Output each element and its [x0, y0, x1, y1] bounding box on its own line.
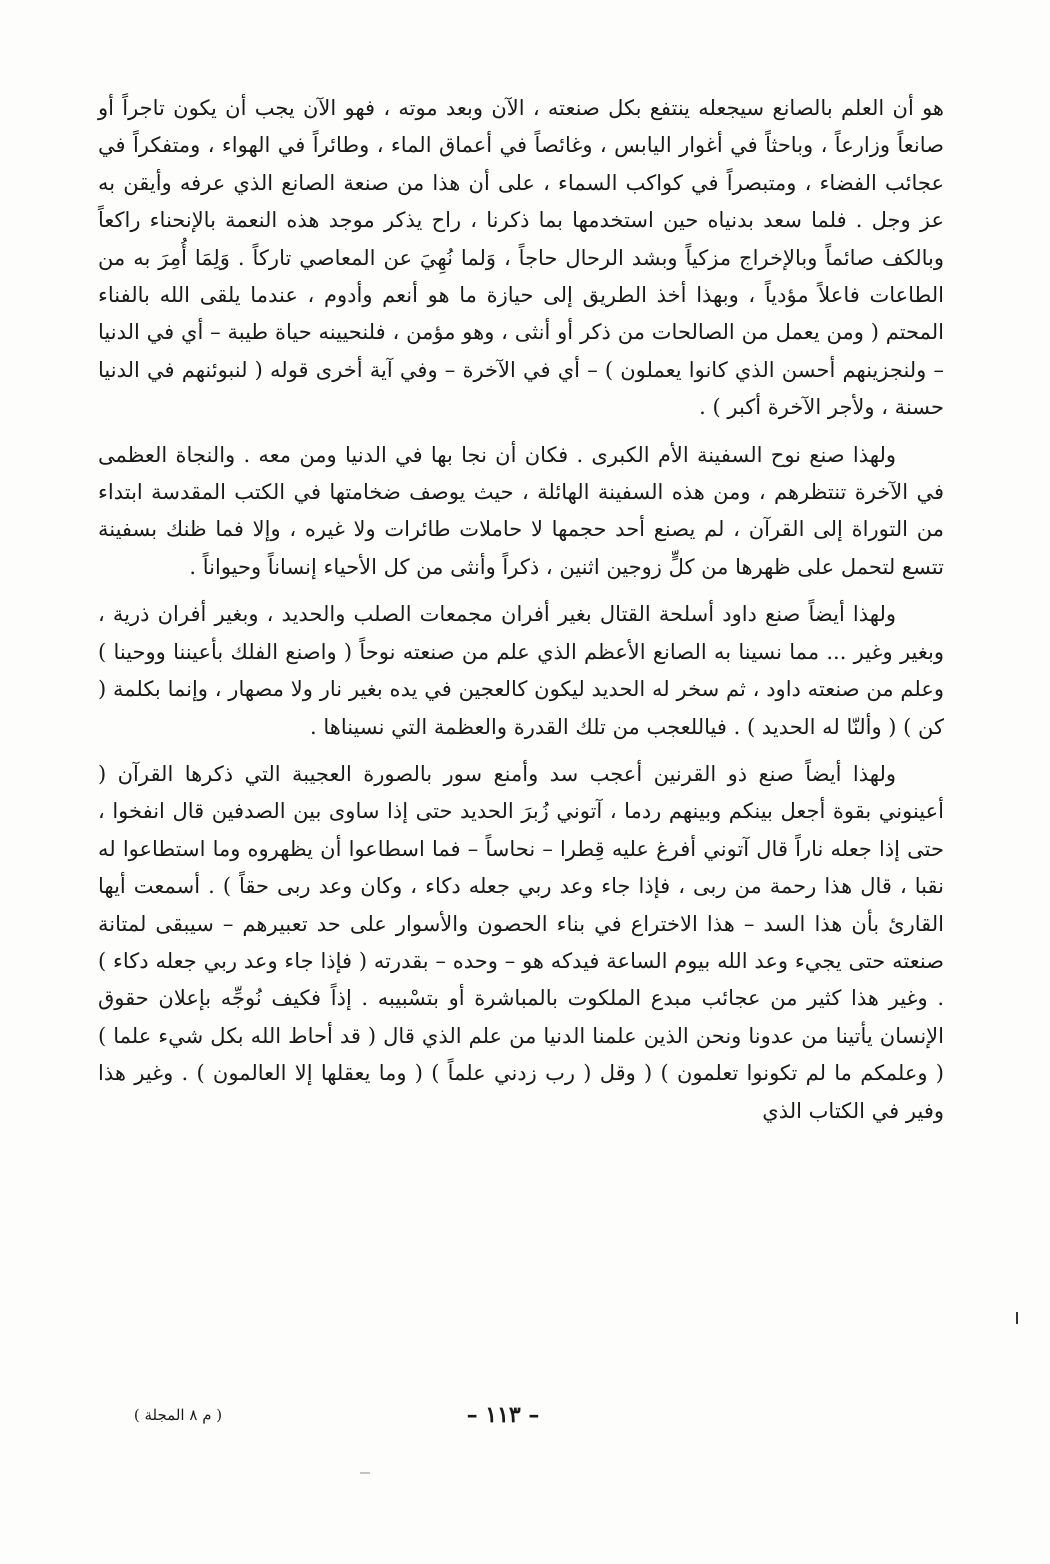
body-text: [98, 90, 944, 1130]
margin-mark: [1016, 1312, 1018, 1324]
paragraph-4: ولهذا أيضاً صنع ذو القرنين أعجب سد وأمنع سور بالصورة العجيبة التي ذكرها القرآن ( أعينوني بقوة أجعل بينكم وبينهم ردما ، آتوني زُبرَ الحديد حتى إذا ساوى بين الصدفين قال انفخوا ، حتى إذا جعله ناراً قال آتوني أفرغ عليه قِطرا – نحاساً – فما اسطاعوا أن يظهروه وما استطاعوا له نقبا ، قال هذا رحمة من ربى ، فإذا جاء وعد ربي جعله دكاء ، وكان وعد ربى حقاً ) . أسمعت أيها القارئ بأن هذا السد – هذا الاختراع في بناء الحصون والأسوار على حد تعبيرهم – سيبقى لمتانة صنعته حتى يجيء وعد الله بيوم الساعة فيدكه هو – وحده – بقدرته ( فإذا جاء وعد ربي جعله دكاء ) . وغير هذا كثير من عجائب مبدع الملكوت بالمباشرة أو بتسْبيبه . إذاً فكيف نُوجِّه بإعلان حقوق الإنسان يأتينا من عدونا ونحن الذين علمنا الدنيا من علم الذي قال ( قد أحاط الله بكل شيء علما ) ( وعلمكم ما لم تكونوا تعلمون ) ( وقل ( رب زدني علماً ) ( وما يعقلها إلا العالمون ) . وغير هذا وفير في الكتاب الذي: [98, 761, 944, 1123]
paragraph-2: ولهذا صنع نوح السفينة الأم الكبرى . فكان أن نجا بها في الدنيا ومن معه . والنجاة العظمى في الآخرة تنتظرهم ، ومن هذه السفينة الهائلة ، حيث يوصف ضخامتها في الكتب المقدسة ابتداء من التوراة إلى القرآن ، لم يصنع أحد حجمها لا حاملات طائرات ولا غيره ، وإلا فما ظنك بسفينة تتسع لتحمل على ظهرها من كلٍّ زوجين اثنين ، ذكراً وأنثى من كل الأحياء إنساناً وحيواناً .: [98, 442, 944, 579]
scan-speck: [360, 1472, 370, 1474]
page-footer: [0, 1402, 1050, 1442]
footer-signature: ( م ٨ المجلة ): [133, 1406, 223, 1424]
page-number: – ١١٣ –: [466, 1402, 540, 1428]
paragraph-1: هو أن العلم بالصانع سيجعله ينتفع بكل صنعته ، الآن وبعد موته ، فهو الآن يجب أن يكون تاجراً أو صانعاً وزارعاً ، وباحثاً في أغوار اليابس ، وغائصاً في أعماق الماء ، وطائراً في الهواء ، ومتفكراً في عجائب الفضاء ، ومتبصراً في كواكب السماء ، على أن هذا من صنعة الصانع الذي عرفه وأيقن به عز وجل . فلما سعد بدنياه حين استخدمها بما ذكرنا ، راح يذكر موجد هذه النعمة بالإنحناء راكعاً وبالكف صائماً وبالإخراج مزكياً وبشد الرحال حاجاً ، وَلما نُهِيَ عن المعاصي تاركاً . وَلِمَا أُمِرَ به من الطاعات فاعلاً مؤدياً ، وبهذا أخذ الطريق إلى حيازة ما هو أنعم وأدوم ، عندما يلقى الله بالفناء المحتم ( ومن يعمل من الصالحات من ذكر أو أنثى ، وهو مؤمن ، فلنحيينه حياة طيبة – أي في الدنيا – ولنجزينهم أحسن الذي كانوا يعملون ) – أي في الآخرة – وفي آية أخرى قوله ( لنبوئنهم في الدنيا حسنة ، ولأجر الآخرة أكبر ) .: [98, 96, 944, 420]
paragraph-3: ولهذا أيضاً صنع داود أسلحة القتال بغير أفران مجمعات الصلب والحديد ، وبغير أفران ذرية ، وبغير وغير ... مما نسينا به الصانع الأعظم الذي علم من صنعته نوحاً ( واصنع الفلك بأعيننا ووحينا ) وعلم من صنعته داود ، ثم سخر له الحديد ليكون كالعجين في يده بغير نار ولا مصهار ، وإنما بكلمة ( كن ) ( وألنّا له الحديد ) . فياللعجب من تلك القدرة والعظمة التي نسيناها .: [98, 602, 944, 739]
